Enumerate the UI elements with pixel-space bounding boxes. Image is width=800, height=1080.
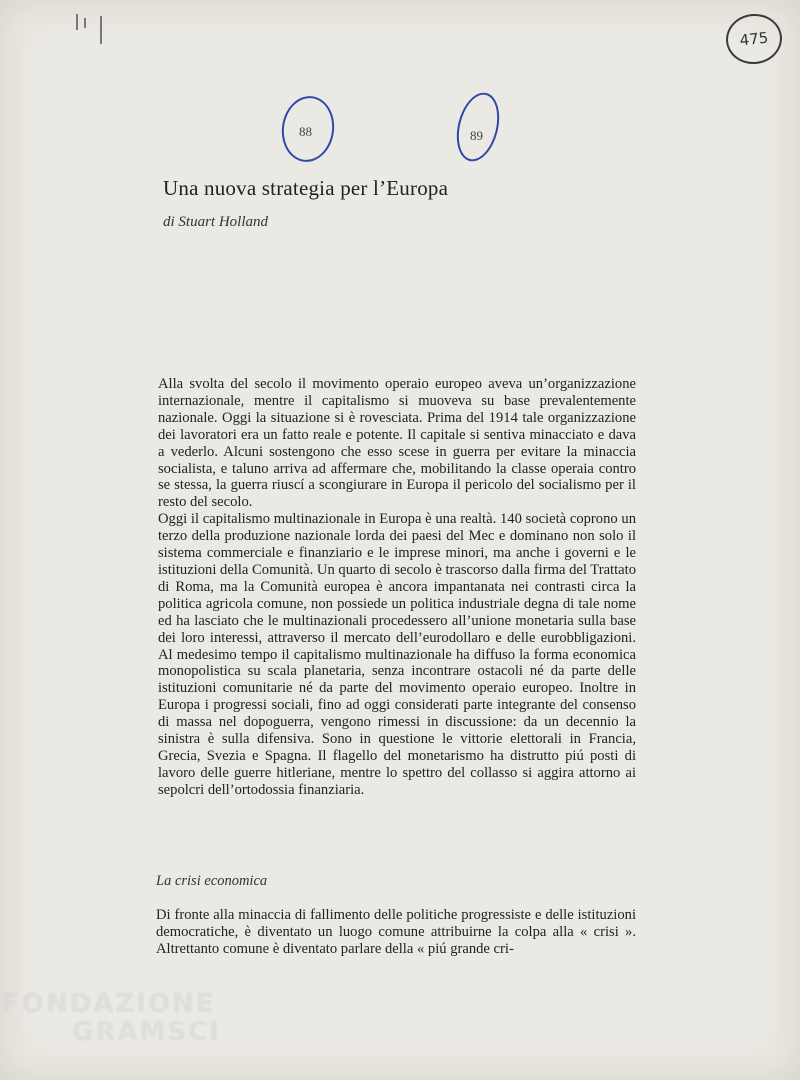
archive-number-annotation <box>724 11 785 67</box>
page-number-right: 89 <box>470 128 483 143</box>
archive-number: 475 <box>738 28 770 50</box>
paragraph: Oggi il capitalismo multinazionale in Europa è una realtà. 140 società coprono un terzo della produzione nazionale lorda dei paesi del Mec e dominano non solo il sistema commerciale e finanziario e le imprese minori, ma anche i governi e le istituzioni della Comunità. Un quarto di secolo è trascorso dalla firma del Trattato di Roma, ma la Comunità europea è ancora impantanata nei contrasti circa la politica agricola comune, non possiede un politica industriale degna di tale nome ed ha lasciato che le multinazionali procedessero all’unione monetaria sulla base dei loro interessi, attraverso il mercato dell’eurodollaro e delle eurobbligazioni. Al medesimo tempo il capitalismo multinazionale ha diffuso la forma economica monopolistica su scala planetaria, senza incontrare ostacoli né da parte delle istituzioni comunitarie né da parte del movimento operaio europeo. Inoltre in Europa i progressi sociali, fino ad oggi considerati parte integrante del consenso di massa nel dopoguerra, vengono rimessi in discussione: da un decennio la sinistra è sulla difensiva. Sono in questione le vittorie elettorali in Francia, Grecia, Svezia e Spagna. Il flagello del monetarismo ha distrutto piú posti di lavoro delle guerre hitleriane, mentre lo spettro del collasso si aggira attorno ai sepolcri dell’ortodossia finanziaria. <box>158 511 636 798</box>
section-heading: La crisi economica <box>156 873 268 889</box>
page-number-left: 88 <box>299 124 312 139</box>
article-title: Una nuova strategia per l’Europa <box>163 176 449 200</box>
article-body <box>158 376 636 799</box>
margin-tick <box>76 14 78 30</box>
page-number-circle-right <box>450 88 506 166</box>
watermark-line-1: FONDAZIONE <box>2 989 216 1019</box>
margin-tick <box>100 16 102 44</box>
section-body <box>156 907 636 958</box>
article-author: di Stuart Holland <box>163 214 269 230</box>
watermark-line-2: GRAMSCI <box>72 1017 221 1047</box>
watermark <box>2 990 221 1046</box>
paragraph: Di fronte alla minaccia di fallimento delle politiche progressiste e delle istituzioni democratiche, è diventato un luogo comune attribuirne la colpa alla « crisi ». Altrettanto comune è diventato parlare della « piú grande cri- <box>156 907 636 957</box>
paragraph: Alla svolta del secolo il movimento operaio europeo aveva un’organizzazione internazionale, mentre il capitalismo si muoveva su base prevalentemente nazionale. Oggi la situazione si è rovesciata. Prima del 1914 tale organizzazione dei lavoratori era un fatto reale e potente. Il capitale si sentiva minacciato e dava a vederlo. Alcuni sostengono che esso scese in guerra per evitare la minaccia socialista, e taluno arriva ad affermare che, mobilitando la classe operaia contro se stessa, la guerra riuscí a scongiurare in Europa il pericolo del socialismo per il resto del secolo. <box>158 376 636 511</box>
margin-tick <box>84 18 86 28</box>
